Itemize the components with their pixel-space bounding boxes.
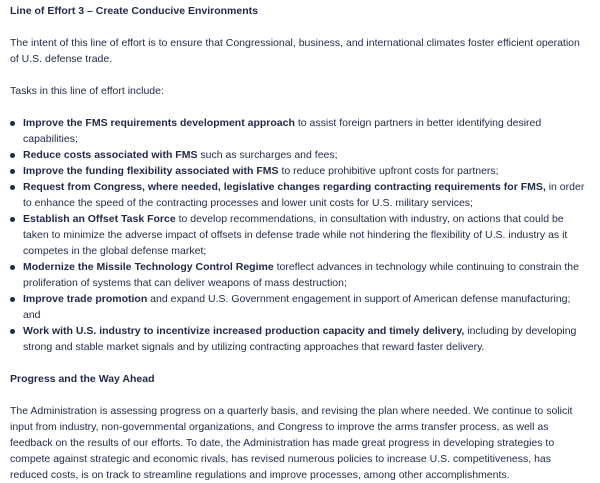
task-list-item [10,259,590,291]
task-text: to assist foreign partners in better identifying desired capabilities; [23,117,542,145]
task-text: including by developing strong and stable market signals and by utilizing contracting approaches that reward faster delivery. [23,325,577,353]
tasks-list [10,115,590,355]
task-text: to reduce prohibitive upfront costs for partners; [278,165,499,177]
section-heading-line-of-effort-3: Line of Effort 3 – Create Conducive Environments [10,5,258,17]
bullet-icon [10,329,15,334]
task-bold-text: Reduce costs associated with FMS [23,149,198,161]
task-text: to develop recommendations, in consultation with industry, on actions that could be taken to minimize the adverse impact of offsets in defense trade while not hindering the flexibility of U.S. industry as it competes in the global defense market; [23,213,568,257]
tasks-lead-text: Tasks in this line of effort include: [10,85,164,97]
task-bold-text: Request from Congress, where needed, legislative changes regarding contracting requirements for FMS, [23,181,546,193]
task-list-item [10,115,590,147]
section-heading-progress: Progress and the Way Ahead [10,373,155,385]
task-bold-text: Establish an Offset Task Force [23,213,176,225]
bullet-icon [10,121,15,126]
bullet-icon [10,169,15,174]
task-list-item [10,211,590,259]
bullet-icon [10,153,15,158]
bullet-icon [10,217,15,222]
intro-paragraph: The intent of this line of effort is to ensure that Congressional, business, and international climates foster efficient operation of U.S. defense trade. [10,37,580,65]
task-list-item [10,179,590,211]
bullet-icon [10,297,15,302]
task-text: toreflect advances in technology while continuing to constrain the proliferation of systems that can deliver weapons of mass destruction; [23,261,579,289]
task-text: in order to enhance the speed of the contracting processes and lower unit costs for U.S. military services; [23,181,585,209]
task-bold-text: Improve the FMS requirements development approach [23,117,295,129]
task-list-item [10,163,590,179]
progress-paragraph: The Administration is assessing progress on a quarterly basis, and revising the plan where needed. We continue to solicit input from industry, non-governmental organizations, and Congress to improve the arms transfer process, as well as feedback on the results of our efforts. To date, the Administration has made great progress in developing strategies to compete against strategic and economic rivals, has revised numerous policies to increase U.S. competitiveness, has reduced costs, is on track to streamline regulations and improve processes, among other accomplishments. [10,405,573,481]
task-list-item [10,291,590,323]
task-bold-text: Work with U.S. industry to incentivize increased production capacity and timely delivery, [23,325,465,337]
task-text: and expand U.S. Government engagement in support of American defense manufacturing; and [23,293,571,321]
task-bold-text: Improve the funding flexibility associated with FMS [23,165,279,177]
task-bold-text: Modernize the Missile Technology Control Regime [23,261,274,273]
bullet-icon [10,185,15,190]
task-bold-text: Improve trade promotion [23,293,148,305]
task-list-item [10,147,590,163]
bullet-icon [10,265,15,270]
task-list-item [10,323,590,355]
task-text: such as surcharges and fees; [197,149,338,161]
